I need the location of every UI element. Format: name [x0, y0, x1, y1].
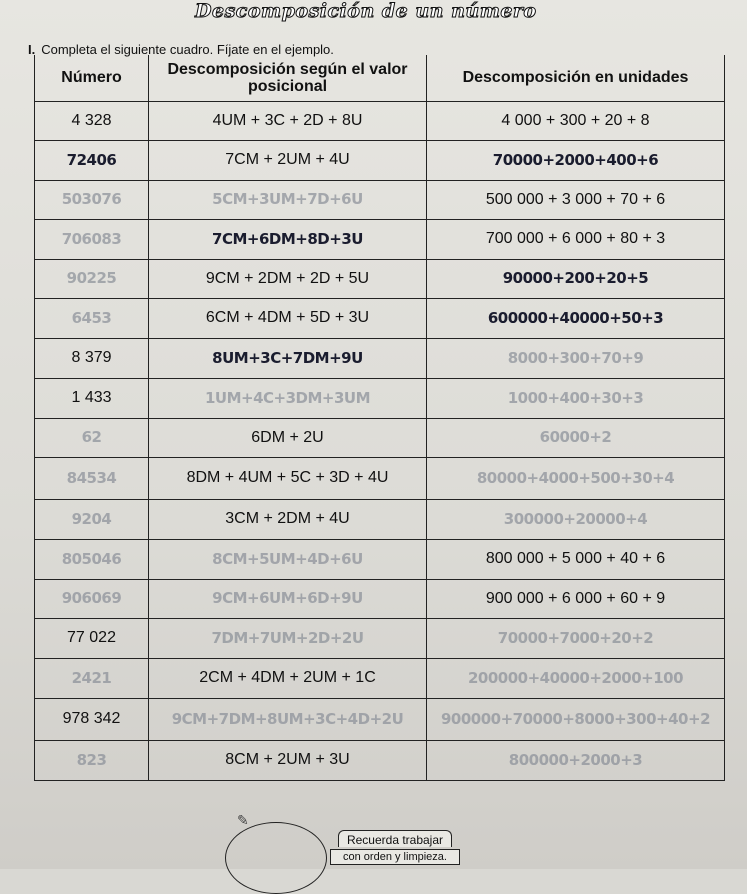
- cell-numero-text: 62: [81, 428, 102, 446]
- cell-valor-posicional: [149, 140, 427, 180]
- cell-unidades-text: 800 000 + 5 000 + 40 + 6: [485, 550, 666, 567]
- cell-unidades: [427, 378, 725, 418]
- cell-numero: [35, 101, 149, 140]
- cell-unidades: [427, 698, 725, 740]
- footer-reminder: [330, 830, 460, 865]
- cell-numero-text: 90225: [66, 269, 117, 287]
- cell-unidades-text: 800000+2000+3: [508, 750, 643, 769]
- table-row: [35, 457, 725, 499]
- cell-unidades: [427, 539, 725, 579]
- cell-unidades: [427, 658, 725, 698]
- cell-numero: [35, 539, 149, 579]
- cell-valor-posicional-text: 9CM+7DM+8UM+3C+4D+2U: [171, 709, 404, 728]
- table-row: [35, 499, 725, 539]
- table-row: [35, 298, 725, 338]
- cell-numero-text: 72406: [66, 150, 117, 169]
- cell-numero: [35, 180, 149, 219]
- table-row: [35, 698, 725, 740]
- cell-valor-posicional: [149, 378, 427, 418]
- cell-numero: [35, 219, 149, 259]
- cell-valor-posicional: [149, 180, 427, 219]
- cell-unidades: [427, 140, 725, 180]
- cell-unidades-text: 300000+20000+4: [503, 509, 648, 528]
- cell-unidades-text: 900000+70000+8000+300+40+2: [440, 709, 711, 728]
- decomposition-table: [34, 55, 725, 781]
- cell-numero: [35, 618, 149, 658]
- cell-unidades-text: 60000+2: [539, 428, 612, 446]
- cell-numero: [35, 259, 149, 298]
- cell-numero-text: 9204: [71, 509, 112, 528]
- cell-unidades: [427, 618, 725, 658]
- cell-numero-text: 978 342: [62, 710, 121, 727]
- cell-numero: [35, 457, 149, 499]
- cell-numero-text: 8 379: [71, 349, 112, 366]
- instruction-text: Completa el siguiente cuadro. Fíjate en el ejemplo.: [41, 42, 334, 57]
- cell-valor-posicional: [149, 219, 427, 259]
- cell-valor-posicional: [149, 740, 427, 780]
- cell-valor-posicional: [149, 418, 427, 457]
- cell-valor-posicional-text: 3CM + 2DM + 4U: [225, 510, 350, 527]
- cell-unidades: [427, 298, 725, 338]
- cell-numero-text: 823: [76, 750, 107, 769]
- cell-unidades-text: 500 000 + 3 000 + 70 + 6: [485, 190, 666, 208]
- cell-unidades-text: 8000+300+70+9: [507, 348, 644, 367]
- cell-numero-text: 906069: [61, 589, 122, 607]
- table-row: [35, 658, 725, 698]
- cell-valor-posicional-text: 6CM + 4DM + 5D + 3U: [205, 309, 370, 326]
- cell-unidades-text: 80000+4000+500+30+4: [476, 468, 675, 487]
- cell-valor-posicional-text: 8CM+5UM+4D+6U: [212, 549, 363, 568]
- table-row: [35, 579, 725, 618]
- table-row: [35, 101, 725, 140]
- cell-unidades: [427, 219, 725, 259]
- cell-valor-posicional: [149, 579, 427, 618]
- cell-valor-posicional-text: 2CM + 4DM + 2UM + 1C: [199, 669, 376, 686]
- cell-unidades: [427, 338, 725, 378]
- cell-valor-posicional-text: 9CM + 2DM + 2D + 5U: [205, 269, 370, 287]
- cell-unidades-text: 4 000 + 300 + 20 + 8: [501, 111, 650, 129]
- cell-unidades: [427, 259, 725, 298]
- cell-unidades-text: 90000+200+20+5: [502, 269, 649, 287]
- table-row: [35, 180, 725, 219]
- cell-unidades: [427, 740, 725, 780]
- cell-valor-posicional-text: 4UM + 3C + 2D + 8U: [212, 111, 363, 129]
- cell-unidades-text: 900 000 + 6 000 + 60 + 9: [485, 589, 666, 607]
- cell-numero: [35, 298, 149, 338]
- cell-valor-posicional: [149, 259, 427, 298]
- cell-valor-posicional-text: 7DM+7UM+2D+2U: [211, 628, 364, 647]
- table-row: [35, 338, 725, 378]
- header-numero: Número: [35, 55, 149, 101]
- cell-valor-posicional: [149, 338, 427, 378]
- table-row: [35, 140, 725, 180]
- cell-unidades: [427, 499, 725, 539]
- cell-unidades: [427, 101, 725, 140]
- cell-numero-text: 503076: [61, 190, 122, 208]
- cell-numero: [35, 740, 149, 780]
- instruction-number: I.: [28, 42, 36, 57]
- cell-numero: [35, 338, 149, 378]
- cell-unidades-text: 200000+40000+2000+100: [467, 668, 684, 687]
- table-row: [35, 259, 725, 298]
- footer-drawing-circle: [225, 822, 327, 894]
- cell-valor-posicional-text: 7CM + 2UM + 4U: [225, 151, 350, 168]
- cell-unidades: [427, 418, 725, 457]
- cell-valor-posicional: [149, 499, 427, 539]
- cell-unidades-text: 70000+7000+20+2: [497, 628, 654, 647]
- cell-valor-posicional-text: 1UM+4C+3DM+3UM: [204, 388, 371, 407]
- cell-valor-posicional: [149, 618, 427, 658]
- cell-numero: [35, 579, 149, 618]
- footer-line-1: Recuerda trabajar: [338, 830, 452, 847]
- pencil-doodle-icon: ✎: [237, 812, 249, 828]
- cell-numero: [35, 658, 149, 698]
- footer-line-2: con orden y limpieza.: [330, 849, 460, 865]
- cell-unidades-text: 600000+40000+50+3: [487, 308, 664, 327]
- cell-unidades: [427, 180, 725, 219]
- cell-valor-posicional: [149, 698, 427, 740]
- table-row: [35, 618, 725, 658]
- cell-numero-text: 2421: [71, 668, 112, 687]
- header-valor-posicional: Descomposición según el valor posicional: [149, 55, 427, 101]
- cell-numero-text: 77 022: [67, 629, 116, 646]
- cell-unidades-text: 700 000 + 6 000 + 80 + 3: [485, 230, 666, 247]
- cell-numero-text: 805046: [61, 549, 122, 568]
- cell-valor-posicional-text: 7CM+6DM+8D+3U: [212, 229, 363, 248]
- cell-numero-text: 84534: [66, 468, 117, 487]
- cell-valor-posicional-text: 6DM + 2U: [251, 428, 324, 446]
- cell-valor-posicional: [149, 457, 427, 499]
- table-row: [35, 539, 725, 579]
- cell-valor-posicional-text: 5CM+3UM+7D+6U: [212, 190, 363, 208]
- table-row: [35, 740, 725, 780]
- cell-unidades-text: 1000+400+30+3: [507, 388, 644, 407]
- cell-valor-posicional: [149, 658, 427, 698]
- cell-numero: [35, 378, 149, 418]
- cell-numero: [35, 698, 149, 740]
- header-unidades: Descomposición en unidades: [427, 55, 725, 101]
- cell-numero: [35, 418, 149, 457]
- table-row: [35, 378, 725, 418]
- cell-unidades: [427, 579, 725, 618]
- cell-unidades: [427, 457, 725, 499]
- cell-valor-posicional: [149, 539, 427, 579]
- cell-numero-text: 4 328: [71, 111, 112, 129]
- cell-numero: [35, 140, 149, 180]
- cell-valor-posicional-text: 9CM+6UM+6D+9U: [212, 589, 363, 607]
- cell-valor-posicional-text: 8UM+3C+7DM+9U: [212, 348, 363, 367]
- cell-valor-posicional-text: 8DM + 4UM + 5C + 3D + 4U: [186, 469, 389, 486]
- cell-numero-text: 6453: [71, 308, 112, 327]
- cell-numero-text: 1 433: [71, 389, 112, 406]
- page-title: Descomposición de un número: [195, 0, 537, 22]
- cell-valor-posicional: [149, 101, 427, 140]
- cell-numero-text: 706083: [61, 229, 122, 248]
- table-row: [35, 418, 725, 457]
- cell-valor-posicional: [149, 298, 427, 338]
- cell-valor-posicional-text: 8CM + 2UM + 3U: [225, 751, 350, 768]
- cell-numero: [35, 499, 149, 539]
- cell-unidades-text: 70000+2000+400+6: [492, 150, 659, 169]
- table-row: [35, 219, 725, 259]
